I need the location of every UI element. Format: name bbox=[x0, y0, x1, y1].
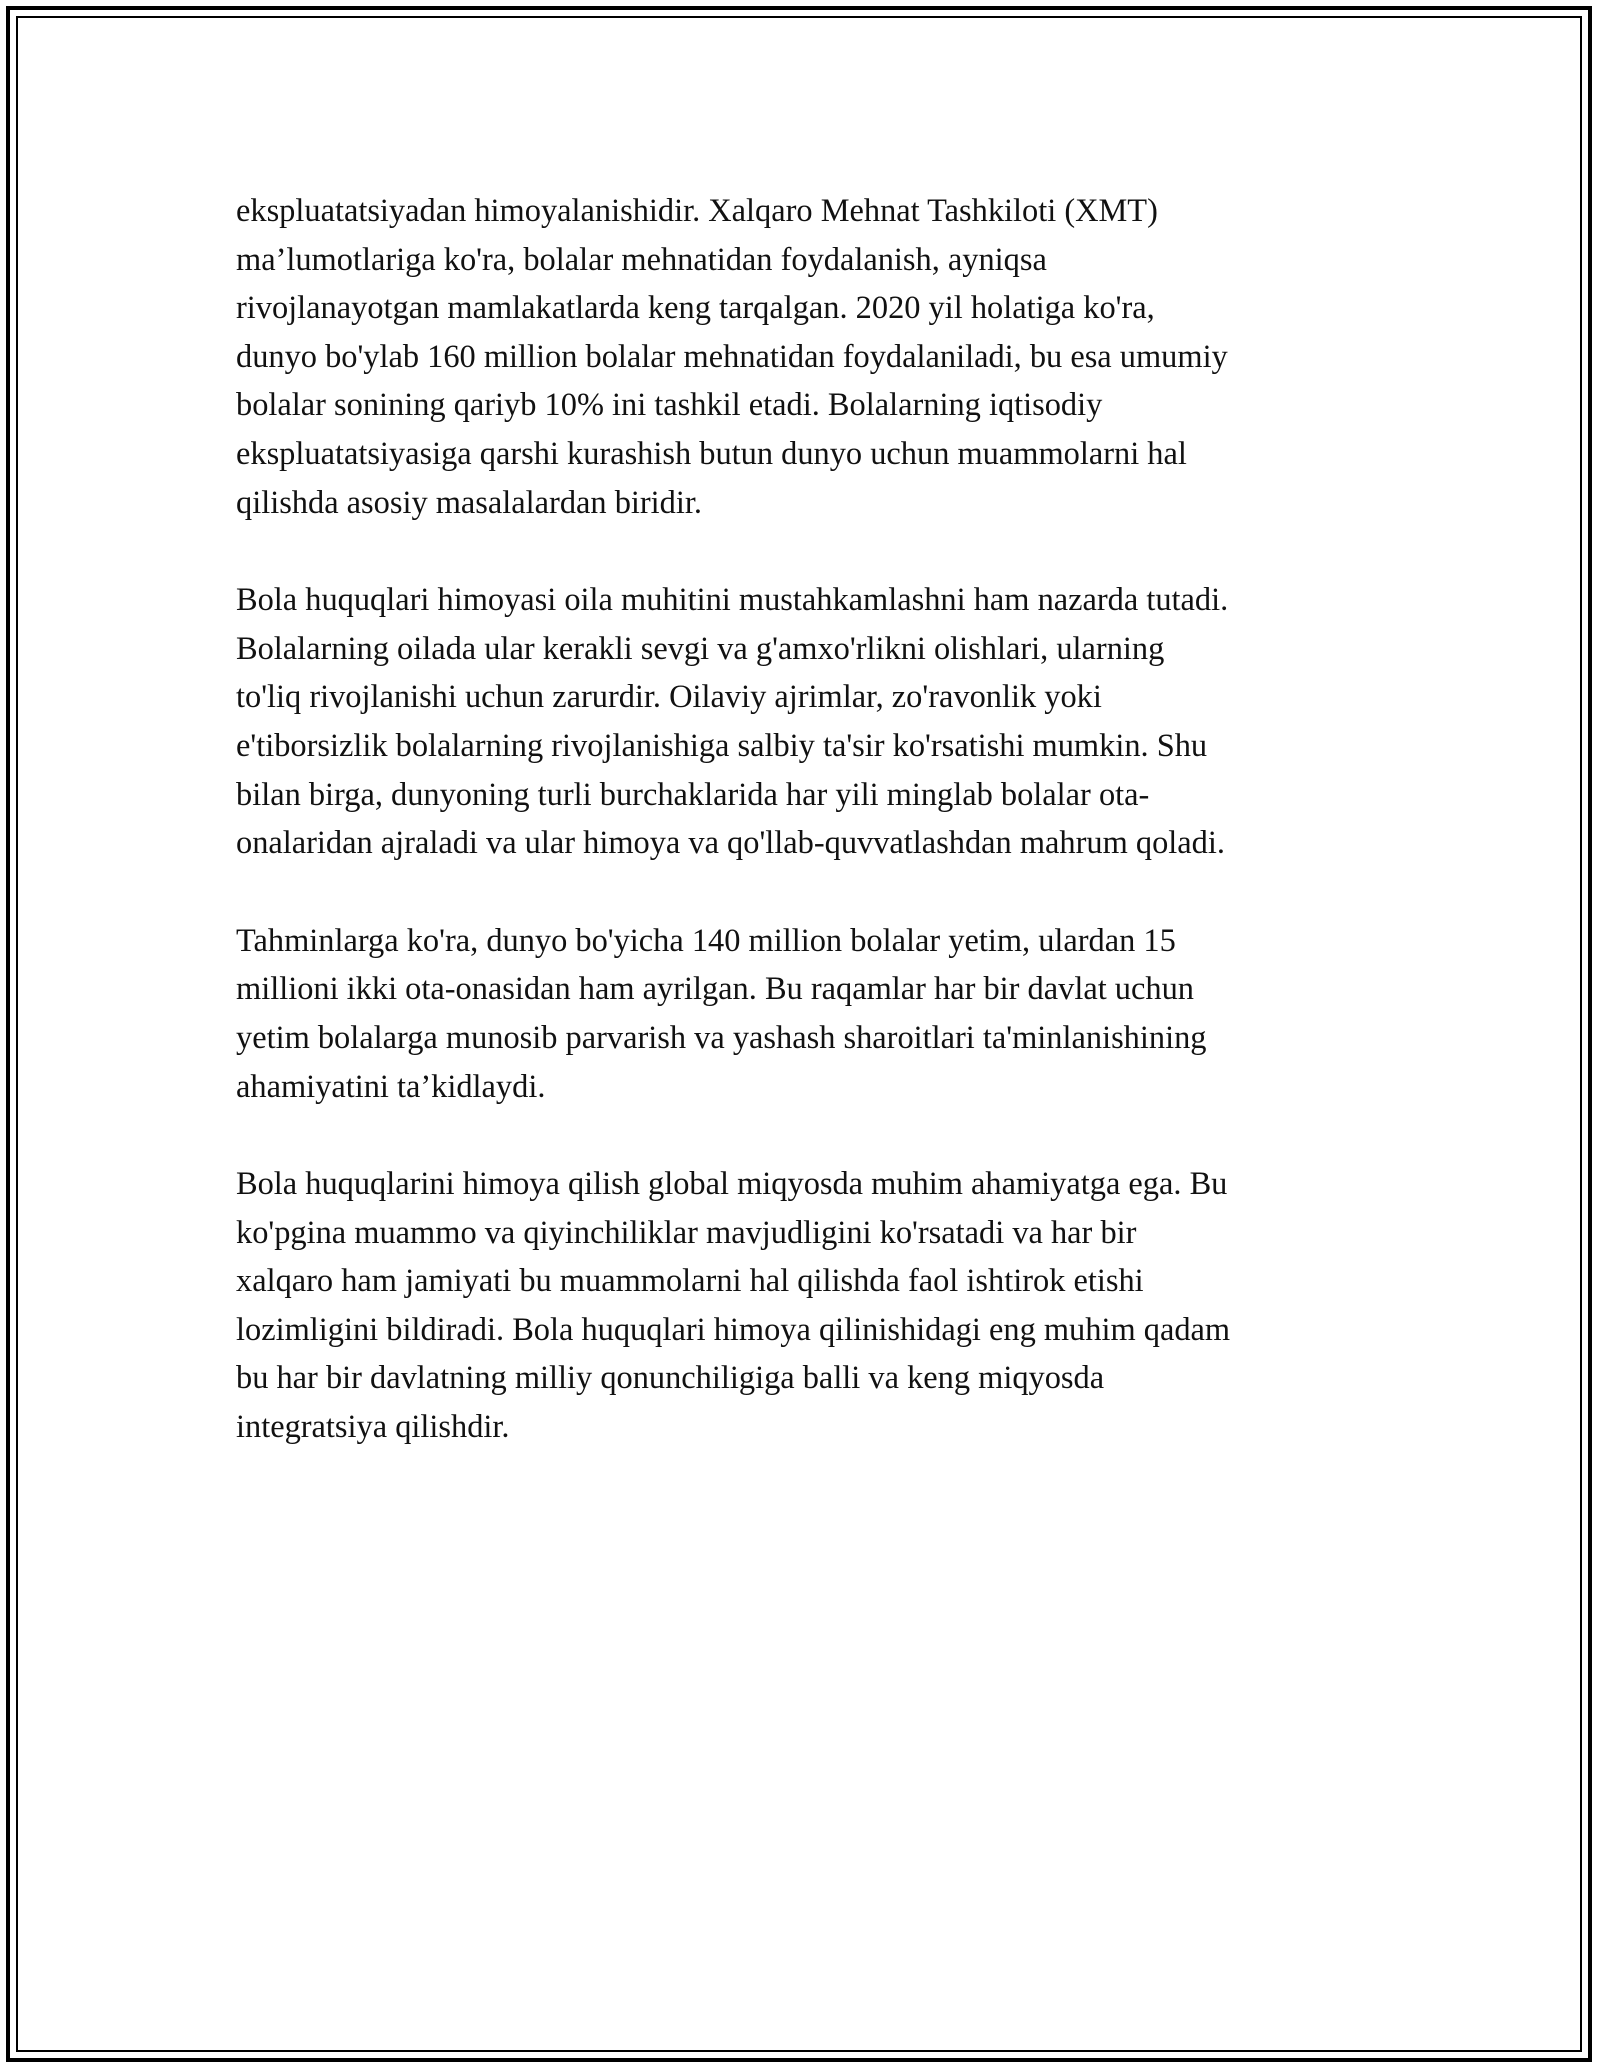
text-line: dunyo bo'ylab 160 million bolalar mehnatidan foydalaniladi, bu esa umumiy bbox=[236, 338, 1228, 375]
text-line: ekspluatatsiyadan himoyalanishidir. Xalqaro Mehnat Tashkiloti (XMT) bbox=[236, 193, 1158, 229]
document-body bbox=[236, 187, 1376, 1501]
text-line: bolalar sonining qariyb 10% ini tashkil etadi. Bolalarning iqtisodiy bbox=[236, 387, 1103, 424]
text-line: qilishda asosiy masalalardan biridir. bbox=[236, 484, 702, 521]
text-line: Tahminlarga ko'ra, dunyo bo'yicha 140 million bolalar yetim, ulardan 15 bbox=[236, 922, 1176, 959]
text-line: ekspluatatsiyasiga qarshi kurashish butun dunyo uchun muammolarni hal bbox=[236, 435, 1187, 472]
text-line: to'liq rivojlanishi uchun zarurdir. Oilaviy ajrimlar, zo'ravonlik yoki bbox=[236, 679, 1102, 716]
text-line: Bola huquqlarini himoya qilish global miqyosda muhim ahamiyatga ega. Bu bbox=[236, 1166, 1228, 1203]
text-line: yetim bolalarga munosib parvarish va yashash sharoitlari ta'minlanishining bbox=[236, 1019, 1207, 1056]
text-line: ahamiyatini ta’kidlaydi. bbox=[236, 1068, 546, 1105]
text-line: Bolalarning oilada ular kerakli sevgi va g'amxo'rlikni olishlari, ularning bbox=[236, 630, 1165, 667]
paragraph-4 bbox=[236, 1160, 1376, 1452]
text-line: lozimligini bildiradi. Bola huquqlari himoya qilinishidagi eng muhim qadam bbox=[236, 1311, 1231, 1348]
text-line: e'tiborsizlik bolalarning rivojlanishiga salbiy ta'sir ko'rsatishi mumkin. Shu bbox=[236, 727, 1208, 764]
paragraph-3 bbox=[236, 917, 1376, 1111]
text-line: integratsiya qilishdir. bbox=[236, 1409, 510, 1446]
text-line: bu har bir davlatning milliy qonunchiligiga balli va keng miqyosda bbox=[236, 1360, 1105, 1397]
text-line: bilan birga, dunyoning turli burchaklarida har yili minglab bolalar ota- bbox=[236, 776, 1150, 813]
text-line: ko'pgina muammo va qiyinchiliklar mavjudligini ko'rsatadi va har bir bbox=[236, 1214, 1137, 1251]
text-line: ma’lumotlariga ko'ra, bolalar mehnatidan foydalanish, ayniqsa bbox=[236, 241, 1047, 278]
text-line: xalqaro ham jamiyati bu muammolarni hal qilishda faol ishtirok etishi bbox=[236, 1263, 1144, 1300]
text-line: Bola huquqlari himoyasi oila muhitini mustahkamlashni ham nazarda tutadi. bbox=[236, 582, 1229, 619]
text-line: rivojlanayotgan mamlakatlarda keng tarqalgan. 2020 yil holatiga ko'ra, bbox=[236, 290, 1155, 327]
text-line: onalaridan ajraladi va ular himoya va qo'llab-quvvatlashdan mahrum qoladi. bbox=[236, 825, 1225, 862]
text-line: millioni ikki ota-onasidan ham ayrilgan. Bu raqamlar har bir davlat uchun bbox=[236, 971, 1194, 1008]
paragraph-2 bbox=[236, 576, 1376, 868]
paragraph-1 bbox=[236, 187, 1376, 527]
